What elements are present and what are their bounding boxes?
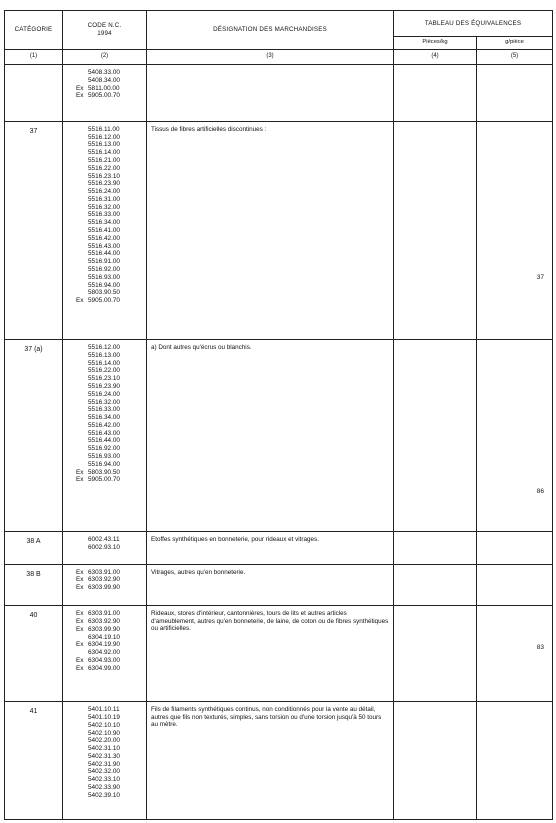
code-number: 5803.90.50 [88, 468, 120, 476]
code-ex-marker [73, 165, 88, 173]
code-ex-marker [73, 219, 88, 227]
g-piece-cell [477, 564, 553, 605]
code-ex-marker [73, 282, 88, 290]
pieces-kg-cell [394, 121, 477, 339]
code-number: 5516.23.10 [88, 172, 120, 180]
code-line [73, 243, 146, 251]
code-number: 5516.44.00 [88, 250, 120, 258]
table-row [5, 702, 553, 820]
code-ex-marker [73, 352, 88, 360]
g-piece-value: 86 [536, 487, 545, 495]
code-line [73, 536, 146, 544]
code-ex-marker [73, 227, 88, 235]
code-ex-marker [73, 188, 88, 196]
code-number: 5905.00.70 [88, 92, 120, 100]
code-line [73, 250, 146, 258]
header-code-year: 1994 [97, 30, 112, 37]
code-ex-marker [73, 737, 88, 745]
category-cell: 40 [5, 606, 63, 702]
code-ex-marker [73, 714, 88, 722]
code-ex-marker: Ex [76, 468, 84, 476]
code-line [73, 544, 146, 552]
code-number: 5516.92.00 [88, 266, 120, 274]
code-number: 5516.23.90 [88, 382, 120, 390]
designation-cell [147, 65, 394, 122]
code-number: 5516.22.00 [88, 367, 120, 375]
code-number: 5516.91.00 [88, 258, 120, 266]
code-number: 5516.21.00 [88, 156, 120, 164]
code-ex-marker [73, 430, 88, 438]
code-number: 5516.12.00 [88, 343, 120, 351]
code-number: 5516.92.00 [88, 445, 120, 453]
code-line [73, 235, 146, 243]
g-piece-cell [477, 702, 553, 820]
code-ex-marker: Ex [76, 297, 84, 305]
code-line [73, 165, 146, 173]
code-number: 6002.93.10 [88, 543, 120, 551]
code-line [73, 753, 146, 761]
code-number: 5402.31.10 [88, 745, 120, 753]
code-ex-marker [73, 406, 88, 414]
table-row [5, 121, 553, 339]
code-line [73, 126, 146, 134]
code-line [73, 584, 146, 592]
code-line [73, 211, 146, 219]
code-number: 6304.99.00 [88, 664, 120, 672]
code-ex-marker [73, 768, 88, 776]
code-ex-marker: Ex [76, 625, 84, 633]
category-cell: 37 [5, 121, 63, 339]
code-line [73, 714, 146, 722]
code-ex-marker [73, 157, 88, 165]
code-line [73, 219, 146, 227]
code-line [73, 69, 146, 77]
header-equivalence: TABLEAU DES ÉQUIVALENCES [394, 11, 553, 37]
designation-cell: Etoffes synthétiques en bonneterie, pour rideaux et vitrages. [147, 531, 394, 564]
g-piece-value: 37 [536, 273, 545, 281]
code-ex-marker: Ex [76, 576, 84, 584]
code-ex-marker [73, 258, 88, 266]
code-line [73, 367, 146, 375]
category-cell [5, 65, 63, 122]
pieces-kg-cell [394, 65, 477, 122]
code-ex-marker [73, 634, 88, 642]
column-number: (5) [477, 50, 553, 65]
designation-cell: a) Dont autres qu'écrus ou blanchis. [147, 339, 394, 531]
table-row [5, 531, 553, 564]
code-number: 5516.41.00 [88, 227, 120, 235]
code-ex-marker: Ex [76, 92, 84, 100]
code-number: 5516.23.90 [88, 180, 120, 188]
column-number: (3) [147, 50, 394, 65]
code-ex-marker [73, 544, 88, 552]
code-number: 6303.92.90 [88, 576, 120, 584]
table-body [5, 65, 553, 820]
code-line [73, 649, 146, 657]
code-line [73, 461, 146, 469]
code-ex-marker [73, 776, 88, 784]
code-line [73, 792, 146, 800]
pieces-kg-cell [394, 339, 477, 531]
code-ex-marker: Ex [76, 656, 84, 664]
code-ex-marker [73, 722, 88, 730]
code-ex-marker [73, 360, 88, 368]
code-line [73, 92, 146, 100]
code-line [73, 399, 146, 407]
category-cell: 41 [5, 702, 63, 820]
code-number: 6304.92.00 [88, 649, 120, 657]
code-number: 5402.31.90 [88, 760, 120, 768]
codes-cell [63, 121, 147, 339]
code-line [73, 141, 146, 149]
code-line [73, 406, 146, 414]
code-number: 5516.93.00 [88, 273, 120, 281]
code-number: 6303.99.90 [88, 584, 120, 592]
code-line [73, 737, 146, 745]
code-number: 5516.33.00 [88, 211, 120, 219]
code-number: 5516.24.00 [88, 188, 120, 196]
table-row [5, 606, 553, 702]
code-number: 5516.13.00 [88, 141, 120, 149]
code-number: 5516.23.10 [88, 375, 120, 383]
code-ex-marker [73, 196, 88, 204]
code-ex-marker [73, 235, 88, 243]
code-ex-marker [73, 69, 88, 77]
code-number: 5516.31.00 [88, 195, 120, 203]
code-number: 5402.10.90 [88, 729, 120, 737]
code-ex-marker [73, 134, 88, 142]
category-cell: 38 A [5, 531, 63, 564]
code-number: 6304.19.90 [88, 641, 120, 649]
code-line [73, 391, 146, 399]
code-line [73, 282, 146, 290]
code-line [73, 784, 146, 792]
code-line [73, 196, 146, 204]
codes-cell [63, 339, 147, 531]
code-ex-marker [73, 761, 88, 769]
code-line [73, 227, 146, 235]
equivalence-table [4, 10, 553, 820]
pieces-kg-cell [394, 531, 477, 564]
code-line [73, 576, 146, 584]
code-line [73, 445, 146, 453]
code-ex-marker: Ex [76, 664, 84, 672]
code-line [73, 761, 146, 769]
code-number: 5408.34.00 [88, 76, 120, 84]
code-ex-marker [73, 173, 88, 181]
code-line [73, 134, 146, 142]
code-ex-marker [73, 149, 88, 157]
code-ex-marker [73, 536, 88, 544]
code-number: 5516.43.00 [88, 242, 120, 250]
code-ex-marker [73, 367, 88, 375]
code-number: 5516.32.00 [88, 398, 120, 406]
header-code-title: CODE N.C. [87, 22, 122, 30]
code-ex-marker [73, 243, 88, 251]
code-number: 5516.44.00 [88, 437, 120, 445]
code-ex-marker [73, 399, 88, 407]
code-number: 5402.33.90 [88, 784, 120, 792]
code-line [73, 274, 146, 282]
code-ex-marker [73, 453, 88, 461]
codes-cell [63, 606, 147, 702]
code-number: 5516.12.00 [88, 133, 120, 141]
pieces-kg-cell [394, 702, 477, 820]
code-ex-marker [73, 274, 88, 282]
code-number: 6303.99.90 [88, 625, 120, 633]
header-g-piece: g/pièce [477, 37, 553, 50]
code-ex-marker: Ex [76, 84, 84, 92]
code-number: 6303.91.00 [88, 568, 120, 576]
code-ex-marker [73, 745, 88, 753]
code-ex-marker [73, 344, 88, 352]
code-ex-marker [73, 792, 88, 800]
code-line [73, 157, 146, 165]
code-ex-marker [73, 126, 88, 134]
g-piece-cell [477, 606, 553, 702]
code-ex-marker: Ex [76, 568, 84, 576]
code-line [73, 626, 146, 634]
code-ex-marker [73, 141, 88, 149]
code-line [73, 469, 146, 477]
code-ex-marker [73, 753, 88, 761]
code-ex-marker [73, 266, 88, 274]
code-line [73, 204, 146, 212]
designation-cell: Tissus de fibres artificielles discontinues : [147, 121, 394, 339]
code-number: 5516.34.00 [88, 219, 120, 227]
column-number: (4) [394, 50, 477, 65]
code-line [73, 618, 146, 626]
code-number: 5402.10.10 [88, 721, 120, 729]
code-number: 5516.94.00 [88, 460, 120, 468]
code-ex-marker [73, 422, 88, 430]
code-ex-marker [73, 461, 88, 469]
code-line [73, 344, 146, 352]
code-line [73, 476, 146, 484]
code-number: 5402.33.10 [88, 776, 120, 784]
code-number: 6303.91.00 [88, 610, 120, 618]
code-ex-marker [73, 414, 88, 422]
code-number: 5516.32.00 [88, 203, 120, 211]
code-ex-marker [73, 730, 88, 738]
code-number: 5516.13.00 [88, 351, 120, 359]
code-ex-marker [73, 383, 88, 391]
code-line [73, 569, 146, 577]
code-number: 5402.20.00 [88, 737, 120, 745]
code-number: 5516.14.00 [88, 149, 120, 157]
code-line [73, 352, 146, 360]
g-piece-value: 83 [536, 644, 545, 652]
code-number: 5803.90.50 [88, 289, 120, 297]
code-number: 5516.94.00 [88, 281, 120, 289]
codes-cell [63, 65, 147, 122]
code-line [73, 266, 146, 274]
code-ex-marker [73, 445, 88, 453]
code-line [73, 706, 146, 714]
code-line [73, 77, 146, 85]
column-number: (2) [63, 50, 147, 65]
code-number: 5402.39.10 [88, 791, 120, 799]
code-number: 5811.00.00 [88, 84, 120, 92]
code-line [73, 297, 146, 305]
header-pieces-kg: Pièces/kg [394, 37, 477, 50]
code-ex-marker [73, 437, 88, 445]
code-line [73, 430, 146, 438]
code-line [73, 375, 146, 383]
code-number: 5402.31.30 [88, 752, 120, 760]
code-number: 5516.42.00 [88, 234, 120, 242]
code-line [73, 180, 146, 188]
code-number: 5401.10.11 [88, 706, 120, 714]
g-piece-cell [477, 339, 553, 531]
g-piece-cell [477, 65, 553, 122]
code-number: 5408.33.00 [88, 69, 120, 76]
code-line [73, 289, 146, 297]
code-line [73, 414, 146, 422]
header-designation: DÉSIGNATION DES MARCHANDISES [147, 11, 394, 50]
code-line [73, 383, 146, 391]
code-line [73, 634, 146, 642]
code-ex-marker [73, 250, 88, 258]
code-number: 5516.42.00 [88, 421, 120, 429]
code-line [73, 745, 146, 753]
table-row [5, 65, 553, 122]
code-line [73, 149, 146, 157]
code-number: 5516.34.00 [88, 414, 120, 422]
code-line [73, 722, 146, 730]
code-ex-marker [73, 289, 88, 297]
code-number: 6304.19.10 [88, 633, 120, 641]
code-ex-marker [73, 180, 88, 188]
code-ex-marker: Ex [76, 641, 84, 649]
codes-cell [63, 564, 147, 605]
code-line [73, 85, 146, 93]
code-line [73, 258, 146, 266]
code-line [73, 188, 146, 196]
g-piece-cell [477, 531, 553, 564]
category-cell: 38 B [5, 564, 63, 605]
code-number: 5516.43.00 [88, 429, 120, 437]
codes-cell [63, 702, 147, 820]
code-ex-marker [73, 706, 88, 714]
code-number: 5402.32.00 [88, 768, 120, 776]
designation-cell: Fils de filaments synthétiques continus, non conditionnés pour la vente au détail, autres que fils non texturés, simples, sans torsion ou d'une torsion jusqu'à 50 tours au mètre. [147, 702, 394, 820]
code-line [73, 453, 146, 461]
header-code [63, 11, 147, 50]
code-ex-marker: Ex [76, 584, 84, 592]
header-category: CATÉGORIE [5, 11, 63, 50]
code-number: 6002.43.11 [88, 535, 120, 543]
code-ex-marker [73, 77, 88, 85]
code-number: 5516.11.00 [88, 125, 120, 133]
code-number: 5516.24.00 [88, 390, 120, 398]
g-piece-cell [477, 121, 553, 339]
designation-cell: Vitrages, autres qu'en bonneterie. [147, 564, 394, 605]
code-line [73, 360, 146, 368]
code-ex-marker: Ex [76, 610, 84, 618]
code-line [73, 657, 146, 665]
code-line [73, 730, 146, 738]
code-number: 5516.22.00 [88, 164, 120, 172]
code-line [73, 173, 146, 181]
code-ex-marker [73, 211, 88, 219]
code-ex-marker [73, 391, 88, 399]
pieces-kg-cell [394, 564, 477, 605]
code-line [73, 641, 146, 649]
pieces-kg-cell [394, 606, 477, 702]
code-number: 6304.93.00 [88, 656, 120, 664]
code-number: 5516.93.00 [88, 453, 120, 461]
designation-cell: Rideaux, stores d'intérieur, cantonnières, tours de lits et autres articles d'ameublement, autres qu'en bonneterie, de laine, de coton ou de fibres synthétiques ou artificielles. [147, 606, 394, 702]
code-number: 6303.92.90 [88, 617, 120, 625]
table-row [5, 564, 553, 605]
code-line [73, 768, 146, 776]
code-line [73, 610, 146, 618]
code-number: 5516.33.00 [88, 406, 120, 414]
code-ex-marker [73, 204, 88, 212]
code-ex-marker: Ex [76, 476, 84, 484]
code-line [73, 665, 146, 673]
code-line [73, 437, 146, 445]
code-number: 5905.00.70 [88, 476, 120, 484]
code-number: 5516.14.00 [88, 359, 120, 367]
code-ex-marker: Ex [76, 617, 84, 625]
column-number: (1) [5, 50, 63, 65]
code-ex-marker [73, 375, 88, 383]
category-cell: 37 (a) [5, 339, 63, 531]
code-number: 5401.10.19 [88, 713, 120, 721]
table-row [5, 339, 553, 531]
code-number: 5905.00.70 [88, 297, 120, 305]
codes-cell [63, 531, 147, 564]
code-ex-marker [73, 649, 88, 657]
code-line [73, 776, 146, 784]
code-line [73, 422, 146, 430]
code-ex-marker [73, 784, 88, 792]
